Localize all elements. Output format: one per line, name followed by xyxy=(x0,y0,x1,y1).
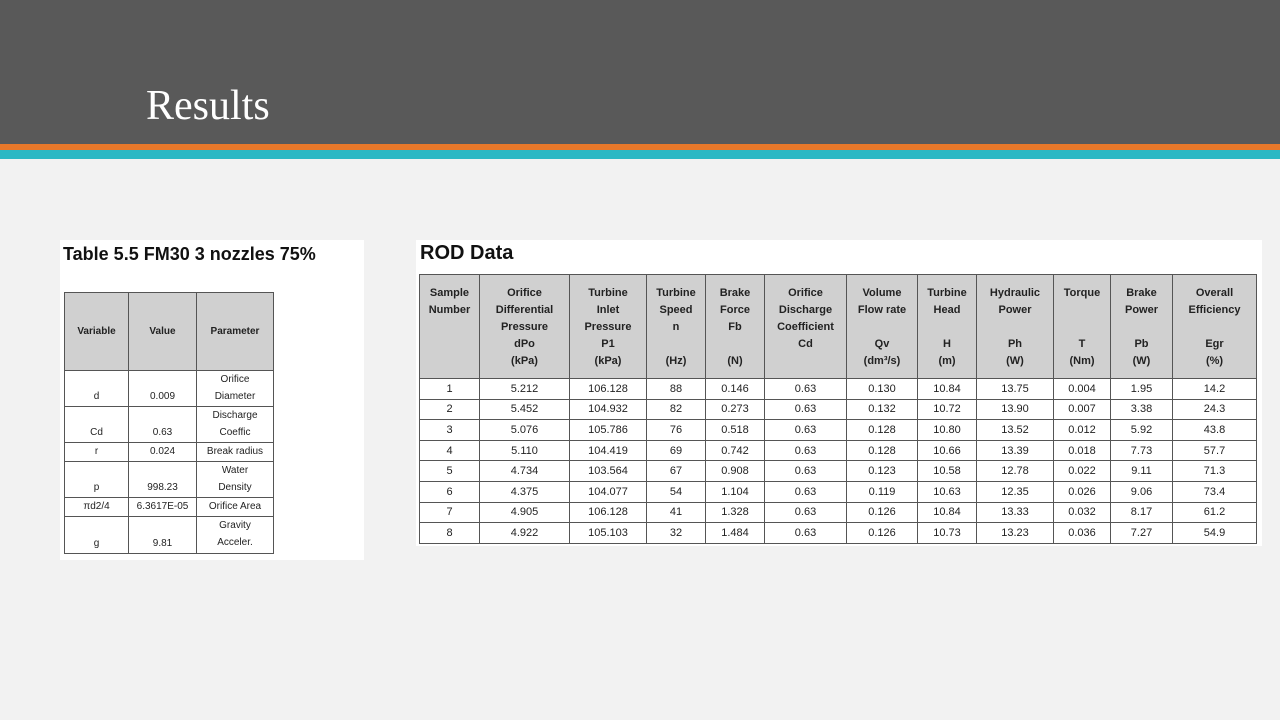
rod-table-cell: 10.66 xyxy=(918,440,977,461)
rod-column-header xyxy=(847,275,918,379)
rod-table-cell: 0.518 xyxy=(706,420,765,441)
rod-table-cell: 106.128 xyxy=(570,502,647,523)
fm30-table-row xyxy=(65,462,274,498)
rod-header-line: Brake xyxy=(1126,287,1157,299)
rod-table-row xyxy=(420,502,1257,523)
rod-table-cell: 104.077 xyxy=(570,481,647,502)
rod-table-cell: 13.75 xyxy=(977,379,1054,400)
rod-header-line: Pressure xyxy=(584,321,632,333)
rod-header-line: (Nm) xyxy=(1069,355,1095,367)
rod-header-line: Power xyxy=(998,304,1032,316)
rod-header-line: Qv xyxy=(874,338,890,350)
rod-column-header xyxy=(706,275,765,379)
rod-header-line: (W) xyxy=(1006,355,1024,367)
rod-header-line: (Hz) xyxy=(665,355,687,367)
rod-table-cell: 88 xyxy=(647,379,706,400)
rod-table-cell: 0.128 xyxy=(847,440,918,461)
rod-header-line xyxy=(977,319,1053,336)
rod-table-cell: 0.742 xyxy=(706,440,765,461)
fm30-variable-cell: d xyxy=(65,371,129,407)
fm30-table-row xyxy=(65,443,274,462)
fm30-table-row xyxy=(65,371,274,407)
rod-table-cell: 0.018 xyxy=(1054,440,1111,461)
rod-table-cell: 12.78 xyxy=(977,461,1054,482)
rod-column-header xyxy=(480,275,570,379)
header-stripe-teal xyxy=(0,150,1280,159)
rod-header-line: n xyxy=(672,321,680,333)
rod-header-line: Orifice xyxy=(507,287,542,299)
rod-table-cell: 0.004 xyxy=(1054,379,1111,400)
rod-header-line: (kPa) xyxy=(511,355,538,367)
rod-header-line: Coefficient xyxy=(777,321,834,333)
rod-header-line: Flow rate xyxy=(857,304,907,316)
rod-header-line: Sample xyxy=(429,287,470,299)
rod-table-cell: 4.734 xyxy=(480,461,570,482)
fm30-parameter-line: Gravity xyxy=(219,520,251,531)
rod-header-line: Volume xyxy=(862,287,902,299)
rod-table-cell: 105.103 xyxy=(570,523,647,544)
rod-column-header xyxy=(1111,275,1173,379)
fm30-header-parameter: Parameter xyxy=(197,293,274,371)
rod-header-line: Force xyxy=(720,304,750,316)
rod-header-line: Power xyxy=(1124,304,1158,316)
rod-header-line: (dm³/s) xyxy=(863,355,901,367)
rod-table-cell: 0.126 xyxy=(847,502,918,523)
fm30-parameter-cell xyxy=(197,517,274,554)
fm30-parameter-line: Coeffic xyxy=(219,427,251,438)
rod-header-line xyxy=(847,319,917,336)
rod-table-cell: 1.484 xyxy=(706,523,765,544)
rod-table-cell: 73.4 xyxy=(1173,481,1257,502)
fm30-parameter-line: Orifice xyxy=(220,374,250,385)
rod-header-line: Head xyxy=(933,304,961,316)
rod-table-cell: 7 xyxy=(420,502,480,523)
fm30-value-cell: 9.81 xyxy=(129,517,197,554)
fm30-parameter-line: Break radius xyxy=(206,446,264,457)
rod-header-line: Turbine xyxy=(927,287,967,299)
rod-table-cell: 13.23 xyxy=(977,523,1054,544)
rod-table-cell: 105.786 xyxy=(570,420,647,441)
rod-table-cell: 32 xyxy=(647,523,706,544)
rod-table-cell: 0.007 xyxy=(1054,399,1111,420)
rod-column-header xyxy=(647,275,706,379)
rod-table-cell: 0.63 xyxy=(765,461,847,482)
slide-header xyxy=(0,0,1280,144)
rod-table-cell: 103.564 xyxy=(570,461,647,482)
rod-table-cell: 8 xyxy=(420,523,480,544)
rod-header-line: Discharge xyxy=(778,304,833,316)
rod-table-cell: 0.63 xyxy=(765,502,847,523)
fm30-value-cell: 6.3617E-05 xyxy=(129,498,197,517)
rod-table-cell: 61.2 xyxy=(1173,502,1257,523)
rod-header-line: (kPa) xyxy=(594,355,622,367)
rod-table-cell: 7.27 xyxy=(1111,523,1173,544)
fm30-variable-cell: g xyxy=(65,517,129,554)
rod-table-cell: 10.63 xyxy=(918,481,977,502)
rod-table-cell: 82 xyxy=(647,399,706,420)
fm30-value-cell: 998.23 xyxy=(129,462,197,498)
fm30-table xyxy=(64,292,274,554)
fm30-header-variable: Variable xyxy=(65,293,129,371)
rod-table-cell: 0.130 xyxy=(847,379,918,400)
rod-table-cell: 7.73 xyxy=(1111,440,1173,461)
rod-table-cell: 0.63 xyxy=(765,399,847,420)
rod-table-cell: 5.076 xyxy=(480,420,570,441)
rod-column-header xyxy=(1054,275,1111,379)
rod-column-header xyxy=(1173,275,1257,379)
fm30-value-cell: 0.009 xyxy=(129,371,197,407)
rod-table-cell: 9.06 xyxy=(1111,481,1173,502)
rod-header-line: Speed xyxy=(659,304,693,316)
rod-table-cell: 24.3 xyxy=(1173,399,1257,420)
rod-table-cell: 0.63 xyxy=(765,420,847,441)
rod-table-cell: 2 xyxy=(420,399,480,420)
rod-header-line: Orifice xyxy=(788,287,823,299)
rod-table-cell: 0.63 xyxy=(765,440,847,461)
rod-header-line: Egr xyxy=(1205,338,1224,350)
rod-header-line: (W) xyxy=(1132,355,1151,367)
fm30-value-cell: 0.024 xyxy=(129,443,197,462)
rod-header-line: Torque xyxy=(1063,287,1101,299)
rod-table-cell: 43.8 xyxy=(1173,420,1257,441)
rod-header-line: Efficiency xyxy=(1188,304,1241,316)
rod-table-cell: 0.026 xyxy=(1054,481,1111,502)
fm30-parameter-cell xyxy=(197,443,274,462)
fm30-variable-cell: p xyxy=(65,462,129,498)
rod-table-cell: 0.63 xyxy=(765,523,847,544)
rod-table-cell: 106.128 xyxy=(570,379,647,400)
rod-table-cell: 5.110 xyxy=(480,440,570,461)
rod-header-line: T xyxy=(1078,338,1086,350)
rod-header-line: Fb xyxy=(728,321,742,333)
rod-table-cell: 4.922 xyxy=(480,523,570,544)
rod-table-cell: 10.80 xyxy=(918,420,977,441)
rod-header-line xyxy=(918,319,976,336)
rod-header-line: Overall xyxy=(1195,287,1234,299)
rod-header-line: Differential xyxy=(495,304,554,316)
rod-header-line: Turbine xyxy=(588,287,628,299)
rod-table-cell: 0.128 xyxy=(847,420,918,441)
fm30-parameter-line: Diameter xyxy=(214,391,256,402)
rod-table-row xyxy=(420,461,1257,482)
fm30-variable-cell: Cd xyxy=(65,407,129,443)
rod-table-cell: 0.63 xyxy=(765,481,847,502)
rod-table-cell: 104.419 xyxy=(570,440,647,461)
rod-table-cell: 41 xyxy=(647,502,706,523)
rod-table-cell: 3.38 xyxy=(1111,399,1173,420)
rod-table-cell: 76 xyxy=(647,420,706,441)
rod-header-line: Cd xyxy=(798,338,813,350)
rod-header-line xyxy=(1054,302,1110,319)
fm30-parameter-line: Water xyxy=(221,465,249,476)
rod-table-row xyxy=(420,420,1257,441)
rod-table-cell: 10.72 xyxy=(918,399,977,420)
fm30-parameter-cell xyxy=(197,462,274,498)
rod-header-line: Brake xyxy=(719,287,751,299)
rod-table-cell: 57.7 xyxy=(1173,440,1257,461)
rod-header-line: Pb xyxy=(1134,338,1149,350)
rod-table-cell: 71.3 xyxy=(1173,461,1257,482)
rod-table-row xyxy=(420,440,1257,461)
rod-table-cell: 0.036 xyxy=(1054,523,1111,544)
fm30-parameter-line: Discharge xyxy=(212,410,258,421)
rod-table-cell: 10.84 xyxy=(918,379,977,400)
rod-header-line: Number xyxy=(428,304,471,316)
fm30-parameter-line: Density xyxy=(218,482,252,493)
rod-header-line xyxy=(647,336,705,353)
slide-title: Results xyxy=(146,83,270,129)
rod-table-cell: 1 xyxy=(420,379,480,400)
rod-table-cell: 4.375 xyxy=(480,481,570,502)
rod-table-cell: 6 xyxy=(420,481,480,502)
rod-header-line: (m) xyxy=(938,355,956,367)
fm30-table-row xyxy=(65,517,274,554)
rod-column-header xyxy=(765,275,847,379)
rod-table-cell: 5.212 xyxy=(480,379,570,400)
fm30-table-row xyxy=(65,407,274,443)
rod-header-line: P1 xyxy=(601,338,615,350)
rod-table-cell: 10.73 xyxy=(918,523,977,544)
rod-table-cell: 13.39 xyxy=(977,440,1054,461)
fm30-value-cell: 0.63 xyxy=(129,407,197,443)
rod-header-line: (N) xyxy=(727,355,743,367)
rod-table-row xyxy=(420,481,1257,502)
rod-data-table xyxy=(419,274,1257,544)
rod-table-cell: 104.932 xyxy=(570,399,647,420)
fm30-parameter-cell xyxy=(197,498,274,517)
rod-header-line xyxy=(1111,319,1172,336)
rod-table-cell: 0.273 xyxy=(706,399,765,420)
rod-table-cell: 69 xyxy=(647,440,706,461)
fm30-table-row xyxy=(65,498,274,517)
rod-column-header xyxy=(918,275,977,379)
rod-table-row xyxy=(420,379,1257,400)
rod-table-cell: 0.123 xyxy=(847,461,918,482)
fm30-table-panel xyxy=(60,240,364,560)
fm30-parameter-cell xyxy=(197,371,274,407)
rod-table-row xyxy=(420,399,1257,420)
rod-table-cell: 0.126 xyxy=(847,523,918,544)
fm30-parameter-line: Orifice Area xyxy=(208,501,262,512)
rod-column-header xyxy=(977,275,1054,379)
rod-table-cell: 13.33 xyxy=(977,502,1054,523)
rod-table-cell: 0.908 xyxy=(706,461,765,482)
fm30-parameter-cell xyxy=(197,407,274,443)
rod-table-cell: 4 xyxy=(420,440,480,461)
rod-table-cell: 1.104 xyxy=(706,481,765,502)
rod-header-line: (%) xyxy=(1205,355,1224,367)
rod-table-cell: 8.17 xyxy=(1111,502,1173,523)
rod-table-cell: 4.905 xyxy=(480,502,570,523)
rod-table-cell: 13.52 xyxy=(977,420,1054,441)
rod-table-cell: 0.146 xyxy=(706,379,765,400)
rod-table-cell: 5.92 xyxy=(1111,420,1173,441)
rod-header-line: Turbine xyxy=(656,287,696,299)
rod-header-line: Ph xyxy=(1007,338,1023,350)
rod-data-panel xyxy=(416,240,1262,546)
rod-table-row xyxy=(420,523,1257,544)
rod-column-header xyxy=(570,275,647,379)
rod-table-cell: 9.11 xyxy=(1111,461,1173,482)
rod-table-cell: 13.90 xyxy=(977,399,1054,420)
rod-table-cell: 1.328 xyxy=(706,502,765,523)
rod-header-line xyxy=(1054,319,1110,336)
fm30-parameter-line: Acceler. xyxy=(217,537,253,548)
rod-header-line xyxy=(706,336,764,353)
rod-table-cell: 0.119 xyxy=(847,481,918,502)
rod-table-cell: 0.032 xyxy=(1054,502,1111,523)
rod-table-cell: 14.2 xyxy=(1173,379,1257,400)
rod-table-cell: 5.452 xyxy=(480,399,570,420)
rod-table-cell: 10.84 xyxy=(918,502,977,523)
rod-header-line: dPo xyxy=(514,338,535,350)
rod-data-title: ROD Data xyxy=(420,242,514,264)
rod-table-cell: 0.022 xyxy=(1054,461,1111,482)
rod-column-header xyxy=(420,275,480,379)
fm30-variable-cell: r xyxy=(65,443,129,462)
rod-header-line xyxy=(1173,319,1256,336)
fm30-header-value: Value xyxy=(129,293,197,371)
rod-table-cell: 3 xyxy=(420,420,480,441)
rod-table-cell: 54.9 xyxy=(1173,523,1257,544)
rod-header-line: Inlet xyxy=(596,304,620,316)
rod-header-line: Pressure xyxy=(500,321,549,333)
rod-table-cell: 67 xyxy=(647,461,706,482)
rod-header-line: Hydraulic xyxy=(989,287,1041,299)
rod-table-cell: 1.95 xyxy=(1111,379,1173,400)
rod-table-cell: 5 xyxy=(420,461,480,482)
rod-table-cell: 12.35 xyxy=(977,481,1054,502)
fm30-variable-cell: πd2/4 xyxy=(65,498,129,517)
rod-table-cell: 0.63 xyxy=(765,379,847,400)
rod-table-cell: 0.012 xyxy=(1054,420,1111,441)
rod-header-line: H xyxy=(943,338,951,350)
rod-table-cell: 54 xyxy=(647,481,706,502)
fm30-table-title: Table 5.5 FM30 3 nozzles 75% xyxy=(63,244,316,264)
rod-table-cell: 0.132 xyxy=(847,399,918,420)
rod-table-cell: 10.58 xyxy=(918,461,977,482)
